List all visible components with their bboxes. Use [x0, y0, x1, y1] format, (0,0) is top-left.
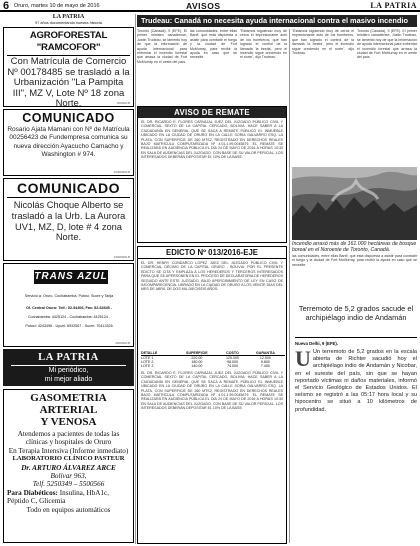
ad-trans-azul [3, 263, 134, 347]
article-continuation: las comunidades, entre ellas Banff, que está dispuesta a asistir para combatir el fuego y la ciudad de Fort McMurray, para recibir la ayuda en caso que se necesite. [292, 254, 417, 267]
trans-azul-line: Cochabamba: 4425124 - Cochabamba: 4425124 - [27, 315, 111, 319]
table-cell: 9.800 [260, 360, 270, 364]
edicto [137, 246, 287, 544]
gaso-body-1: Atendemos a pacientes de todas las clínicas y hospitales de Oruro [17, 430, 120, 447]
page-number: 6 [3, 0, 10, 12]
gaso-doctor: Dr. ARTURO ÁLVAREZ ARCE [21, 463, 116, 472]
gaso-title-2: ARTERIAL [39, 404, 98, 416]
masthead-subtitle: 97 años documentando nuestra historia [35, 21, 102, 25]
ad-comunicado-1 [3, 109, 134, 176]
ad-id: 10000000-B [113, 255, 130, 259]
ad-id: 10000000-B [113, 170, 130, 174]
table-cell: 98.000 [226, 360, 238, 364]
photo-caption: Incendio arrasó más de 161.000 hectáreas de bosque boreal en el Noroeste de Toronto, Canadá. [292, 241, 417, 253]
ad-body: Nicolás Choque Alberto se trasladó a la Urb. La Aurora UV1, MZ, D, lote # 4 zona Norte. [11, 200, 126, 243]
trans-azul-logo: TRANS AZUL [34, 271, 108, 282]
article-column-4: "Estamos siguiendo muy de cerca el impresionante acto de los bomberos, que han logrado el control de la llamada 'la bestia', pero el incendio sigue creciendo en el norte", dijo Trudeau. [292, 29, 354, 56]
edicto-body: EL DR. HENRY CONDARCO LOPEZ JUEZ DEL JUZGADO PÚBLICO CIVIL Y COMERCIAL DÉCIMO DE LA CAPITAL ORURO - BOLIVIA. POR EL PRESENTE EDICTO SE CITA Y EMPLAZA A LOS HEREDEROS Y TERCEROS INTERESADOS PARA QUE SE APERSONEN EN EL PROCESO DE DECLARATORIA DE HEREDEROS SEGUIDO ANTE ESTE JUZGADO, BAJO APERCIBIMIENTO DE LEY EN CASO DE INCOMPARECENCIA. LIBRADO EN LA CIUDAD DE ORURO A LOS VEINTE DÍAS DEL MES DE ABRIL DE DOS MIL DIECISÉIS AÑOS. [141, 261, 283, 292]
edicto-title: EDICTO Nº 013/2016-EJE [138, 247, 286, 259]
ad-comunicado-2 [3, 178, 134, 261]
trans-azul-line: Of. Central Oruro: Telf.: 52-54406, Fax: 52-64645 - [25, 306, 112, 310]
section-title: AVISOS [186, 1, 221, 11]
gaso-title-3: Y VENOSA [40, 416, 97, 428]
ad-id: 2000000-B [115, 341, 130, 345]
page-header [0, 0, 420, 12]
masthead-block [3, 14, 134, 26]
article-headline: Trudeau: Canadá no necesita ayuda internacional contra el masivo incendio [137, 15, 417, 27]
ad-title: COMUNICADO [22, 111, 115, 125]
gaso-tests: Insulina, HbA1c, Péptido C, Glicemia [7, 488, 110, 506]
gaso-lab: LABORATORIO CLÍNICO PASTEUR [12, 455, 125, 463]
remate-body: EL DR. RICARDO E. FLORES CARVAJAL JUEZ DEL JUZGADO PÚBLICO CIVIL Y COMERCIAL SEXTO DE LA CAPITAL CERCADO, BOLIVIA. HACE SABER A LA CIUDADANÍA EN GENERAL QUE SE SACA A REMATE PÚBLICO EL INMUEBLE UBICADO EN LA CIUDAD DE ORURO EN LA CALLE SORIA GALVARRO ESQ. LA PLATA, CON SUPERFICIE DE 260 MTS2, REGISTRADO EN DERECHOS REALES BAJO MATRÍCULA COMPUTARIZADA Nº 4.01.1.99.0045879. EL REMATE SE REALIZARÁ EN AUDIENCIA PÚBLICA EL DÍA 24 DE MAYO DE 2016 A HORAS 10:30 EN SALA DE AUDIENCIAS DEL JUZGADO, CON BASE DE SU VALOR PERICIAL. LOS INTERESADOS DEBERÁN DEPOSITAR EL 10% DE LA BASE. [141, 120, 283, 160]
article-column-1: Toronto (Canadá), 9 (EFE). El primer ministro canadiense, Justin Trudeau, se lamentó hoy de que la información de ayuda internacional para enfrentar el incendio forestal que arrasa la ciudad de Fort McMurray en el oeste del país. [137, 29, 187, 64]
gaso-body-2: En Terapia Intensiva (Informe inmediato) [8, 446, 129, 455]
ad-agroforestal [3, 27, 134, 110]
column-rule [135, 14, 136, 544]
earthquake-headline: Terremoto de 5,2 grados sacude el archipiélago indio de Andamán [298, 304, 414, 322]
article-column-2: las comunidades, entre ellas Banff, que está dispuesta a asistir para combatir el fuego y la ciudad de Fort McMurray, para recibir la ayuda en caso que se necesite. [190, 29, 237, 60]
edicto-body-continued: EL DR. RICARDO E. FLORES CARVAJAL JUEZ DEL JUZGADO PÚBLICO CIVIL Y COMERCIAL SEXTO DE LA CAPITAL CERCADO, BOLIVIA. HACE SABER A LA CIUDADANÍA EN GENERAL QUE SE SACA A REMATE PÚBLICO EL INMUEBLE UBICADO EN LA CIUDAD DE ORURO EN LA CALLE SORIA GALVARRO ESQ. LA PLATA, CON SUPERFICIE DE 260 MTS2, REGISTRADO EN DERECHOS REALES BAJO MATRÍCULA COMPUTARIZADA Nº 4.01.1.99.0045879. EL REMATE SE REALIZARÁ EN AUDIENCIA PÚBLICA EL DÍA 24 DE MAYO DE 2016 A HORAS 10:30 EN SALA DE AUDIENCIAS DEL JUZGADO, CON BASE DE SU VALOR PERICIAL. LOS INTERESADOS DEBERÁN DEPOSITAR EL 10% DE LA BASE. [141, 371, 283, 411]
ad-title: COMUNICADO [7, 180, 130, 198]
divider [295, 337, 417, 338]
earthquake-body [295, 349, 417, 543]
ad-body: Con Matrícula de Comercio Nº 00178485 se trasladó a la Urbanización "La Pampita III", MZ V, Lote Nº 18 zona Norte. [7, 56, 130, 110]
trans-azul-line: Potosí: 4243496 - Uyuni: 6932567 - Sucre: 70413326 [25, 324, 113, 328]
article-column-3: "Estamos siguiendo muy de cerca el impresionante acto de los bomberos, que han logrado el control de la llamada 'la bestia', pero el incendio sigue creciendo en el norte", dijo Trudeau. [240, 29, 287, 60]
column-rule [289, 29, 290, 543]
ad-gasometria [3, 389, 134, 543]
remate-title: AVISO DE REMATE [138, 107, 286, 118]
ad-title: AGROFORESTAL "RAMCOFOR" [7, 30, 130, 56]
masthead-title: LA PATRIA [52, 14, 85, 20]
gaso-address: Bolívar 963, [50, 472, 87, 481]
aviso-de-remate [137, 106, 287, 243]
table-cell: 7.400 [260, 364, 270, 368]
table-cell: LOTE 2 [141, 360, 154, 364]
trans-azul-line: Servicio a: Oruro, Cochabamba, Potosí, Sucre y Tarija [24, 294, 114, 298]
ad-body: Rosario Ajata Mamani con Nº de Matrícula 00256423 de Fundempresa comunica su nueva dirección Ayacucho Camacho y Washington # 974. [7, 126, 130, 158]
table-cell: 140.00 [191, 364, 203, 368]
table-cell: 12.500 [259, 356, 271, 360]
fire-photo [292, 167, 417, 240]
table-header: DETALLE [141, 351, 175, 356]
la-patria-line1: Mi periódico, [48, 367, 89, 374]
article-column-5: Toronto (Canadá), 9 (EFE). El primer ministro canadiense, Justin Trudeau, se lamentó hoy de que la información de ayuda internacional para enfrentar el incendio forestal que arrasa la ciudad de Fort McMurray en el oeste del país. [357, 29, 417, 60]
edicto-table [141, 351, 285, 368]
table-cell: 220.00 [191, 356, 203, 360]
table-header: GARANTÍA [246, 351, 285, 356]
drop-cap: U [295, 349, 311, 371]
table-cell: LOTE 1 [141, 356, 154, 360]
la-patria-title: LA PATRIA [11, 351, 126, 366]
table-cell: 180.00 [191, 360, 203, 364]
gaso-diabeticos-label: Para Diabéticos: [7, 488, 58, 497]
earthquake-text: Un terremoto de 5,2 grados en la escala abierta de Richter sacudió hoy el archipiélago indio de Andamán y Nicobar, en el sureste del país, sin que se hayan reportado víctimas ni daños materiales, informó el Servicio Geológico de Estados Unidos. El seísmo se registró a las 05:17 hora local y su hipocentro se situó a 10 kilómetros de profundidad. [295, 349, 417, 413]
date-line: Oruro, martes 10 de mayo de 2016 [14, 3, 100, 9]
ad-id: 000000-B [116, 101, 130, 105]
table-header: SUPERFICIE [175, 351, 219, 356]
ad-la-patria [3, 349, 134, 386]
gaso-equipment: Todo en equipos automáticos [26, 505, 111, 514]
la-patria-line2: mi mejor aliado [44, 376, 93, 383]
gaso-title-1: GASOMETRIA [30, 392, 107, 404]
earthquake-dateline: Nueva Delhi, 9 (EFE). [295, 341, 338, 346]
table-cell: LOTE 3 [141, 364, 154, 368]
table-cell: 125.000 [225, 356, 239, 360]
table-header: COSTO [219, 351, 246, 356]
brand-name: LA PATRIA [370, 1, 417, 10]
gaso-phone: Telf. 5250349 – 5500566 [32, 480, 105, 489]
table-cell: 74.000 [226, 364, 238, 368]
